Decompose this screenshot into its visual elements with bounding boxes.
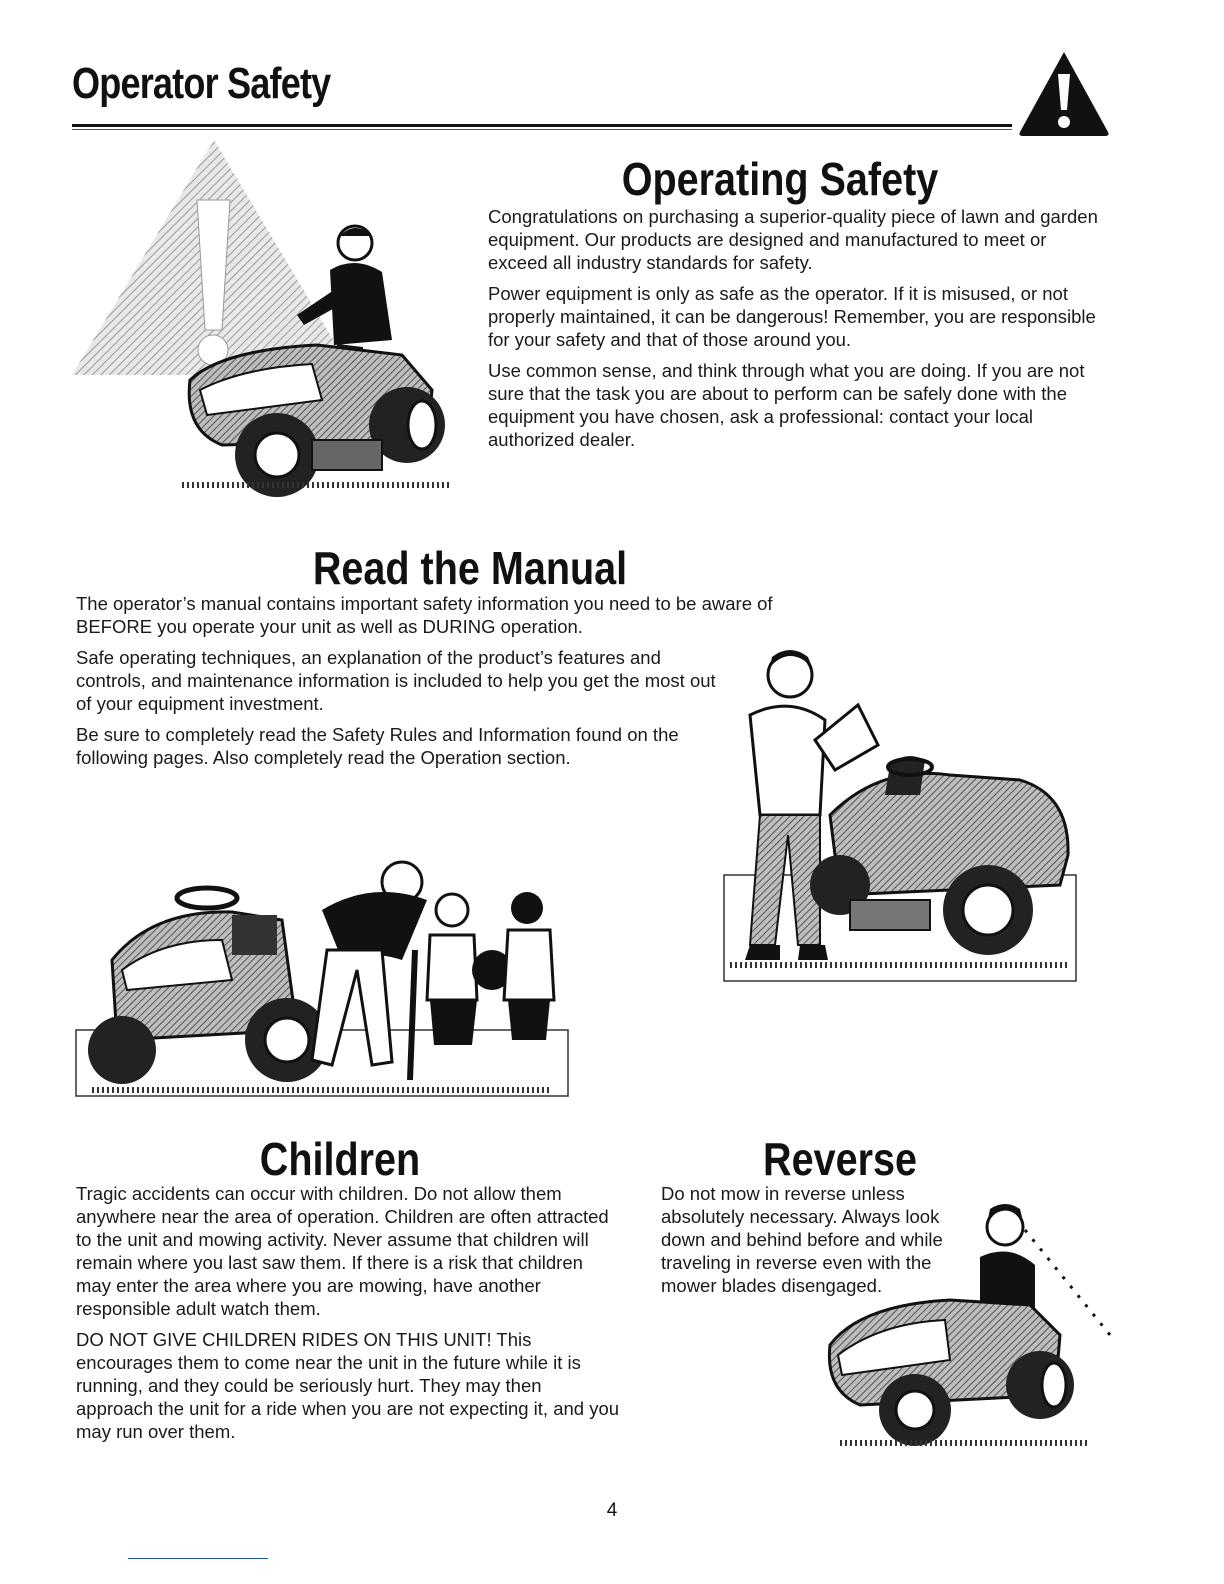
read-manual-paragraph: Be sure to completely read the Safety Rules and Information found on the following pages. Also completely read the Operation section. — [76, 724, 679, 768]
rider-with-warning-illustration — [72, 140, 462, 500]
children-paragraph: DO NOT GIVE CHILDREN RIDES ON THIS UNIT! This encourages them to come near the unit in the future while it is running, and they could be seriously hurt. They may then approach the unit for a ride when you are not expecting it, and you may run over them. — [76, 1329, 620, 1442]
operating-safety-paragraph: Use common sense, and think through what you are doing. If you are not sure that the task you are about to perform can be safely done with the equipment you have chosen, ask a professional: contact your local authorized dealer. — [488, 360, 1085, 450]
operating-safety-paragraph: Congratulations on purchasing a superior-quality piece of lawn and garden equipment. Our products are designed and manufactured to meet or exceed all industry standards for safety. — [488, 206, 1098, 273]
children-paragraph: Tragic accidents can occur with children. Do not allow them anywhere near the area of operation. Children are often attracted to the unit and mowing activity. Never assume that children will remain where you last saw them. If there is a risk that children may enter the area where you are mowing, have another responsible adult watch them. — [76, 1183, 609, 1319]
page-title: Operator Safety — [72, 59, 331, 108]
read-manual-paragraph: Safe operating techniques, an explanation of the product’s features and controls, and maintenance information is included to help you get the most out of your equipment investment. — [76, 647, 716, 714]
title-rule — [72, 124, 1012, 127]
footer-line — [128, 1558, 268, 1559]
operating-safety-paragraph: Power equipment is only as safe as the operator. If it is misused, or not properly maintained, it can be dangerous! Remember, you are responsible for your safety and that of those around you. — [488, 283, 1096, 350]
rider-looking-back-illustration — [820, 1195, 1120, 1450]
children-near-tractor-illustration — [72, 850, 572, 1100]
children-heading: Children — [259, 1133, 421, 1185]
read-manual-text — [76, 592, 773, 777]
operating-safety-heading: Operating Safety — [621, 153, 939, 205]
warning-triangle-icon — [1016, 48, 1112, 138]
read-manual-paragraph: The operator’s manual contains important safety information you need to be aware of BEFORE you operate your unit as well as DURING operation. — [76, 593, 773, 637]
man-reading-manual-illustration — [720, 645, 1080, 985]
title-rule-thin — [72, 129, 1012, 130]
read-manual-heading: Read the Manual — [312, 542, 628, 594]
operating-safety-text — [488, 205, 1100, 459]
reverse-paragraph: Do not mow in reverse unless absolutely necessary. Always look down and behind before and while traveling in reverse even with the mower blades disengaged. — [661, 1183, 943, 1296]
reverse-heading: Reverse — [763, 1133, 917, 1185]
page-number: 4 — [606, 1500, 618, 1521]
children-text — [76, 1182, 621, 1451]
